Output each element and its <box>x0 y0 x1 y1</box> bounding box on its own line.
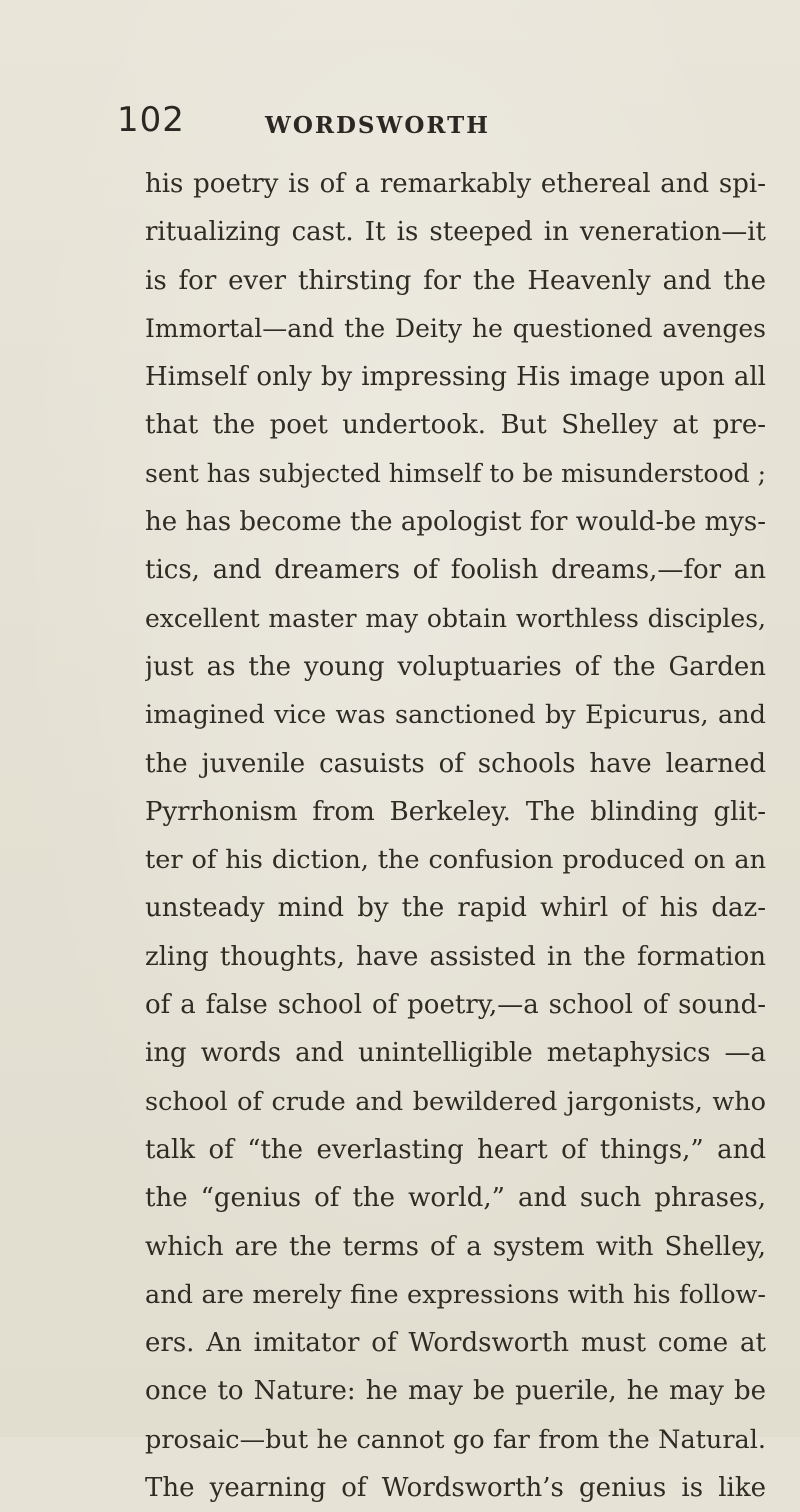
text-line: Immortal—and the Deity he questioned avenges <box>145 313 766 343</box>
text-line: sent has subjected himself to be misunderstood ; <box>145 458 766 488</box>
body-text <box>145 160 766 1512</box>
text-line: imagined vice was sanctioned by Epicurus, and <box>145 700 766 731</box>
text-line: prosaic—but he cannot go far from the Natural. <box>145 1424 766 1455</box>
text-line: the juvenile casuists of schools have learned <box>145 748 766 779</box>
text-line: of a false school of poetry,—a school of sound- <box>145 990 766 1021</box>
page-number: 102 <box>117 100 185 140</box>
text-line: he has become the apologist for would-be mys- <box>145 507 766 538</box>
text-line: ers. An imitator of Wordsworth must come at <box>145 1328 766 1359</box>
text-line: Pyrrhonism from Berkeley. The blinding glit- <box>145 796 766 827</box>
text-line: school of crude and bewildered jargonists, who <box>145 1086 766 1117</box>
text-line: the “genius of the world,” and such phrases, <box>145 1183 766 1214</box>
text-line: tics, and dreamers of foolish dreams,—for an <box>145 555 766 586</box>
text-line: once to Nature: he may be puerile, he may be <box>145 1376 766 1407</box>
text-line: Himself only by impressing His image upon all <box>145 362 766 393</box>
text-line: talk of “the everlasting heart of things,” and <box>145 1134 766 1165</box>
text-line: and are merely fine expressions with his follow- <box>145 1279 766 1310</box>
text-line: ing words and unintelligible metaphysics —a <box>145 1038 766 1069</box>
text-line: The yearning of Wordsworth’s genius is like <box>145 1473 766 1504</box>
text-line: zling thoughts, have assisted in the formation <box>145 941 766 972</box>
text-line: just as the young voluptuaries of the Garden <box>145 651 766 682</box>
text-line: is for ever thirsting for the Heavenly and the <box>145 265 766 296</box>
text-line: ter of his diction, the confusion produced on an <box>145 845 766 876</box>
text-line: which are the terms of a system with Shelley, <box>145 1231 766 1262</box>
text-line: unsteady mind by the rapid whirl of his daz- <box>145 893 766 924</box>
running-head: WORDSWORTH <box>265 112 490 139</box>
text-line: ritualizing cast. It is steeped in veneration—it <box>145 217 766 248</box>
page-header <box>117 100 777 140</box>
text-line: excellent master may obtain worthless disciples, <box>145 603 766 633</box>
text-line: that the poet undertook. But Shelley at pre- <box>145 410 766 441</box>
text-line: his poetry is of a remarkably ethereal and spi- <box>145 169 766 199</box>
